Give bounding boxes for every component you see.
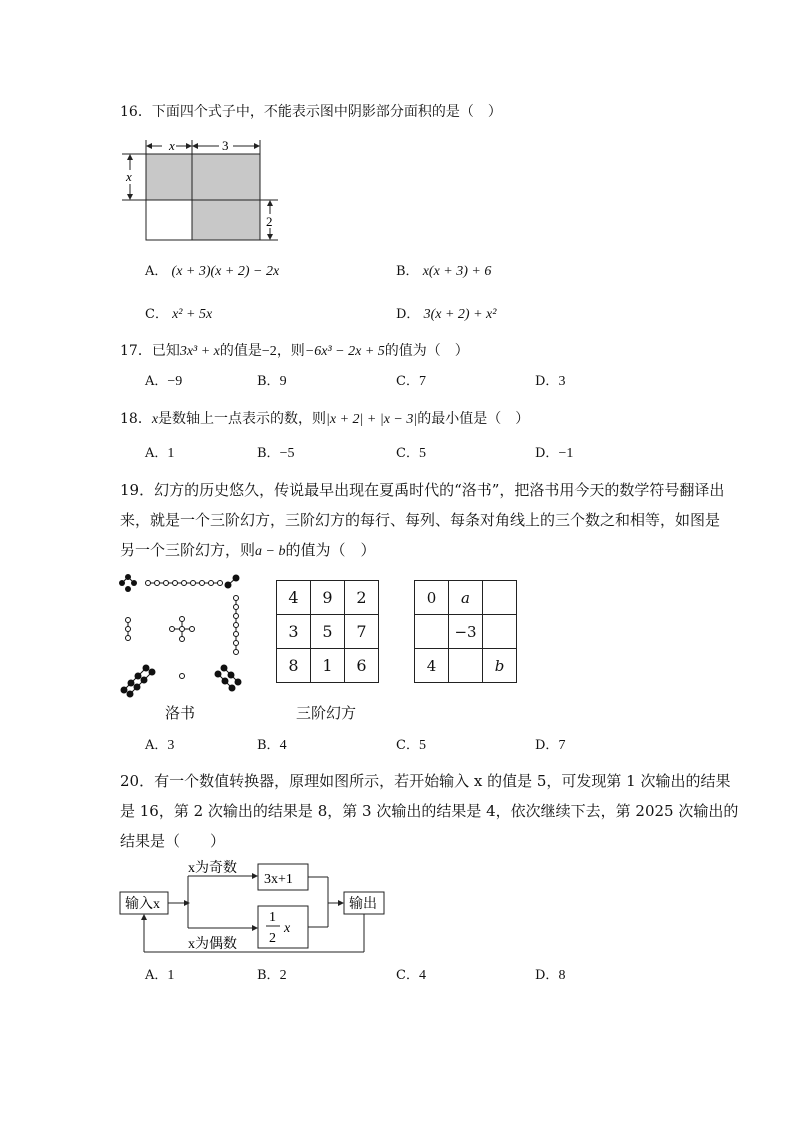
magic-square-caption: 三阶幻方 [296,704,357,722]
q18-stem: 18．x是数轴上一点表示的数，则|x + 2| + |x − 3|的最小值是（ ） [120,411,530,427]
q16-figure [118,136,288,248]
puzzle-cell [483,581,517,615]
q16-option-a[interactable]: A． (x + 3)(x + 2) − 2x [145,264,280,279]
puzzle-cell: 4 [415,649,449,683]
q17-option-a[interactable]: A．−9 [145,374,183,389]
q17-option-b[interactable]: B．9 [257,374,287,389]
magic-cell: 2 [345,581,379,615]
q17-option-c[interactable]: C．7 [396,374,426,389]
input-label: 输入x [125,897,160,912]
magic-cell: 5 [311,615,345,649]
shaded-region-top-right [192,154,260,200]
luoshu-9 [146,581,223,586]
luoshu-5 [170,617,195,642]
luoshu-1 [180,674,185,679]
even-label: x为偶数 [188,937,237,952]
label-3: 3 [222,138,229,153]
q20-option-c[interactable]: C．4 [396,968,426,983]
magic-square [276,580,379,683]
luoshu-2 [225,575,239,588]
output-label: 输出 [349,897,377,912]
q16-option-b[interactable]: B． x(x + 3) + 6 [396,264,492,279]
q19-option-b[interactable]: B．4 [257,738,287,753]
label-x-left: x [126,169,132,184]
q19-option-c[interactable]: C．5 [396,738,426,753]
q18-option-d[interactable]: D．−1 [535,446,574,461]
even-op-box [258,906,308,948]
magic-cell: 7 [345,615,379,649]
label-2: 2 [266,214,273,229]
luoshu-8 [121,665,155,697]
odd-op-label: 3x+1 [264,872,293,887]
puzzle-cell: −3 [449,615,483,649]
luoshu-3 [126,618,131,641]
q19-stem: 19．幻方的历史悠久，传说最早出现在夏禹时代的“洛书”，把洛书用今天的数学符号翻译出 来，就是一个三阶幻方，三阶幻方的每行、每列、每条对角线上的三个数之和相等，如图是 另一个三阶幻方，则a − b的值为（ ） [120,481,725,559]
q20-option-d[interactable]: D．8 [535,968,566,983]
luoshu-4 [119,574,137,592]
q16-stem: 16．下面四个式子中，不能表示图中阴影部分面积的是（ ） [120,104,502,120]
magic-cell: 1 [311,649,345,683]
puzzle-cell-a: a [449,581,483,615]
magic-cell: 4 [277,581,311,615]
luoshu-diagram [116,572,246,700]
q18-option-a[interactable]: A．1 [145,446,175,461]
q20-option-a[interactable]: A．1 [145,968,175,983]
q20-flowchart [116,856,396,956]
shaded-region-top-left [146,154,192,200]
magic-cell: 8 [277,649,311,683]
q17-option-d[interactable]: D．3 [535,374,566,389]
q18-option-c[interactable]: C．5 [396,446,426,461]
q17-stem: 17．已知3x³ + x的值是−2，则−6x³ − 2x + 5的值为（ ） [120,343,469,359]
q16-option-c[interactable]: C． x² + 5x [145,307,213,322]
even-op-numerator: 1 [269,910,276,925]
label-x-top: x [169,138,175,153]
q20-option-b[interactable]: B．2 [257,968,287,983]
q20-stem: 20．有一个数值转换器，原理如图所示，若开始输入 x 的值是 5，可发现第 1 次输出的结果 是 16，第 2 次输出的结果是 8，第 3 次输出的结果是 4，依次继续下去，第 2025 次输出的 结果是（ ） [120,772,739,850]
q19-option-a[interactable]: A．3 [145,738,175,753]
luoshu-6 [215,665,241,691]
puzzle-cell [415,615,449,649]
even-op-denominator: 2 [269,931,276,946]
magic-cell: 6 [345,649,379,683]
puzzle-cell: 0 [415,581,449,615]
puzzle-cell [483,615,517,649]
puzzle-cell-b: b [483,649,517,683]
q16-option-d[interactable]: D． 3(x + 2) + x² [396,307,497,322]
puzzle-square [414,580,517,683]
odd-label: x为奇数 [188,861,237,876]
puzzle-cell [449,649,483,683]
shaded-region-bottom-right [192,200,260,240]
even-op-var: x [284,921,291,936]
blank-region [146,200,192,240]
q18-option-b[interactable]: B．−5 [257,446,295,461]
magic-cell: 3 [277,615,311,649]
q19-option-d[interactable]: D．7 [535,738,566,753]
magic-cell: 9 [311,581,345,615]
luoshu-7 [234,596,239,655]
luoshu-caption: 洛书 [165,704,196,722]
